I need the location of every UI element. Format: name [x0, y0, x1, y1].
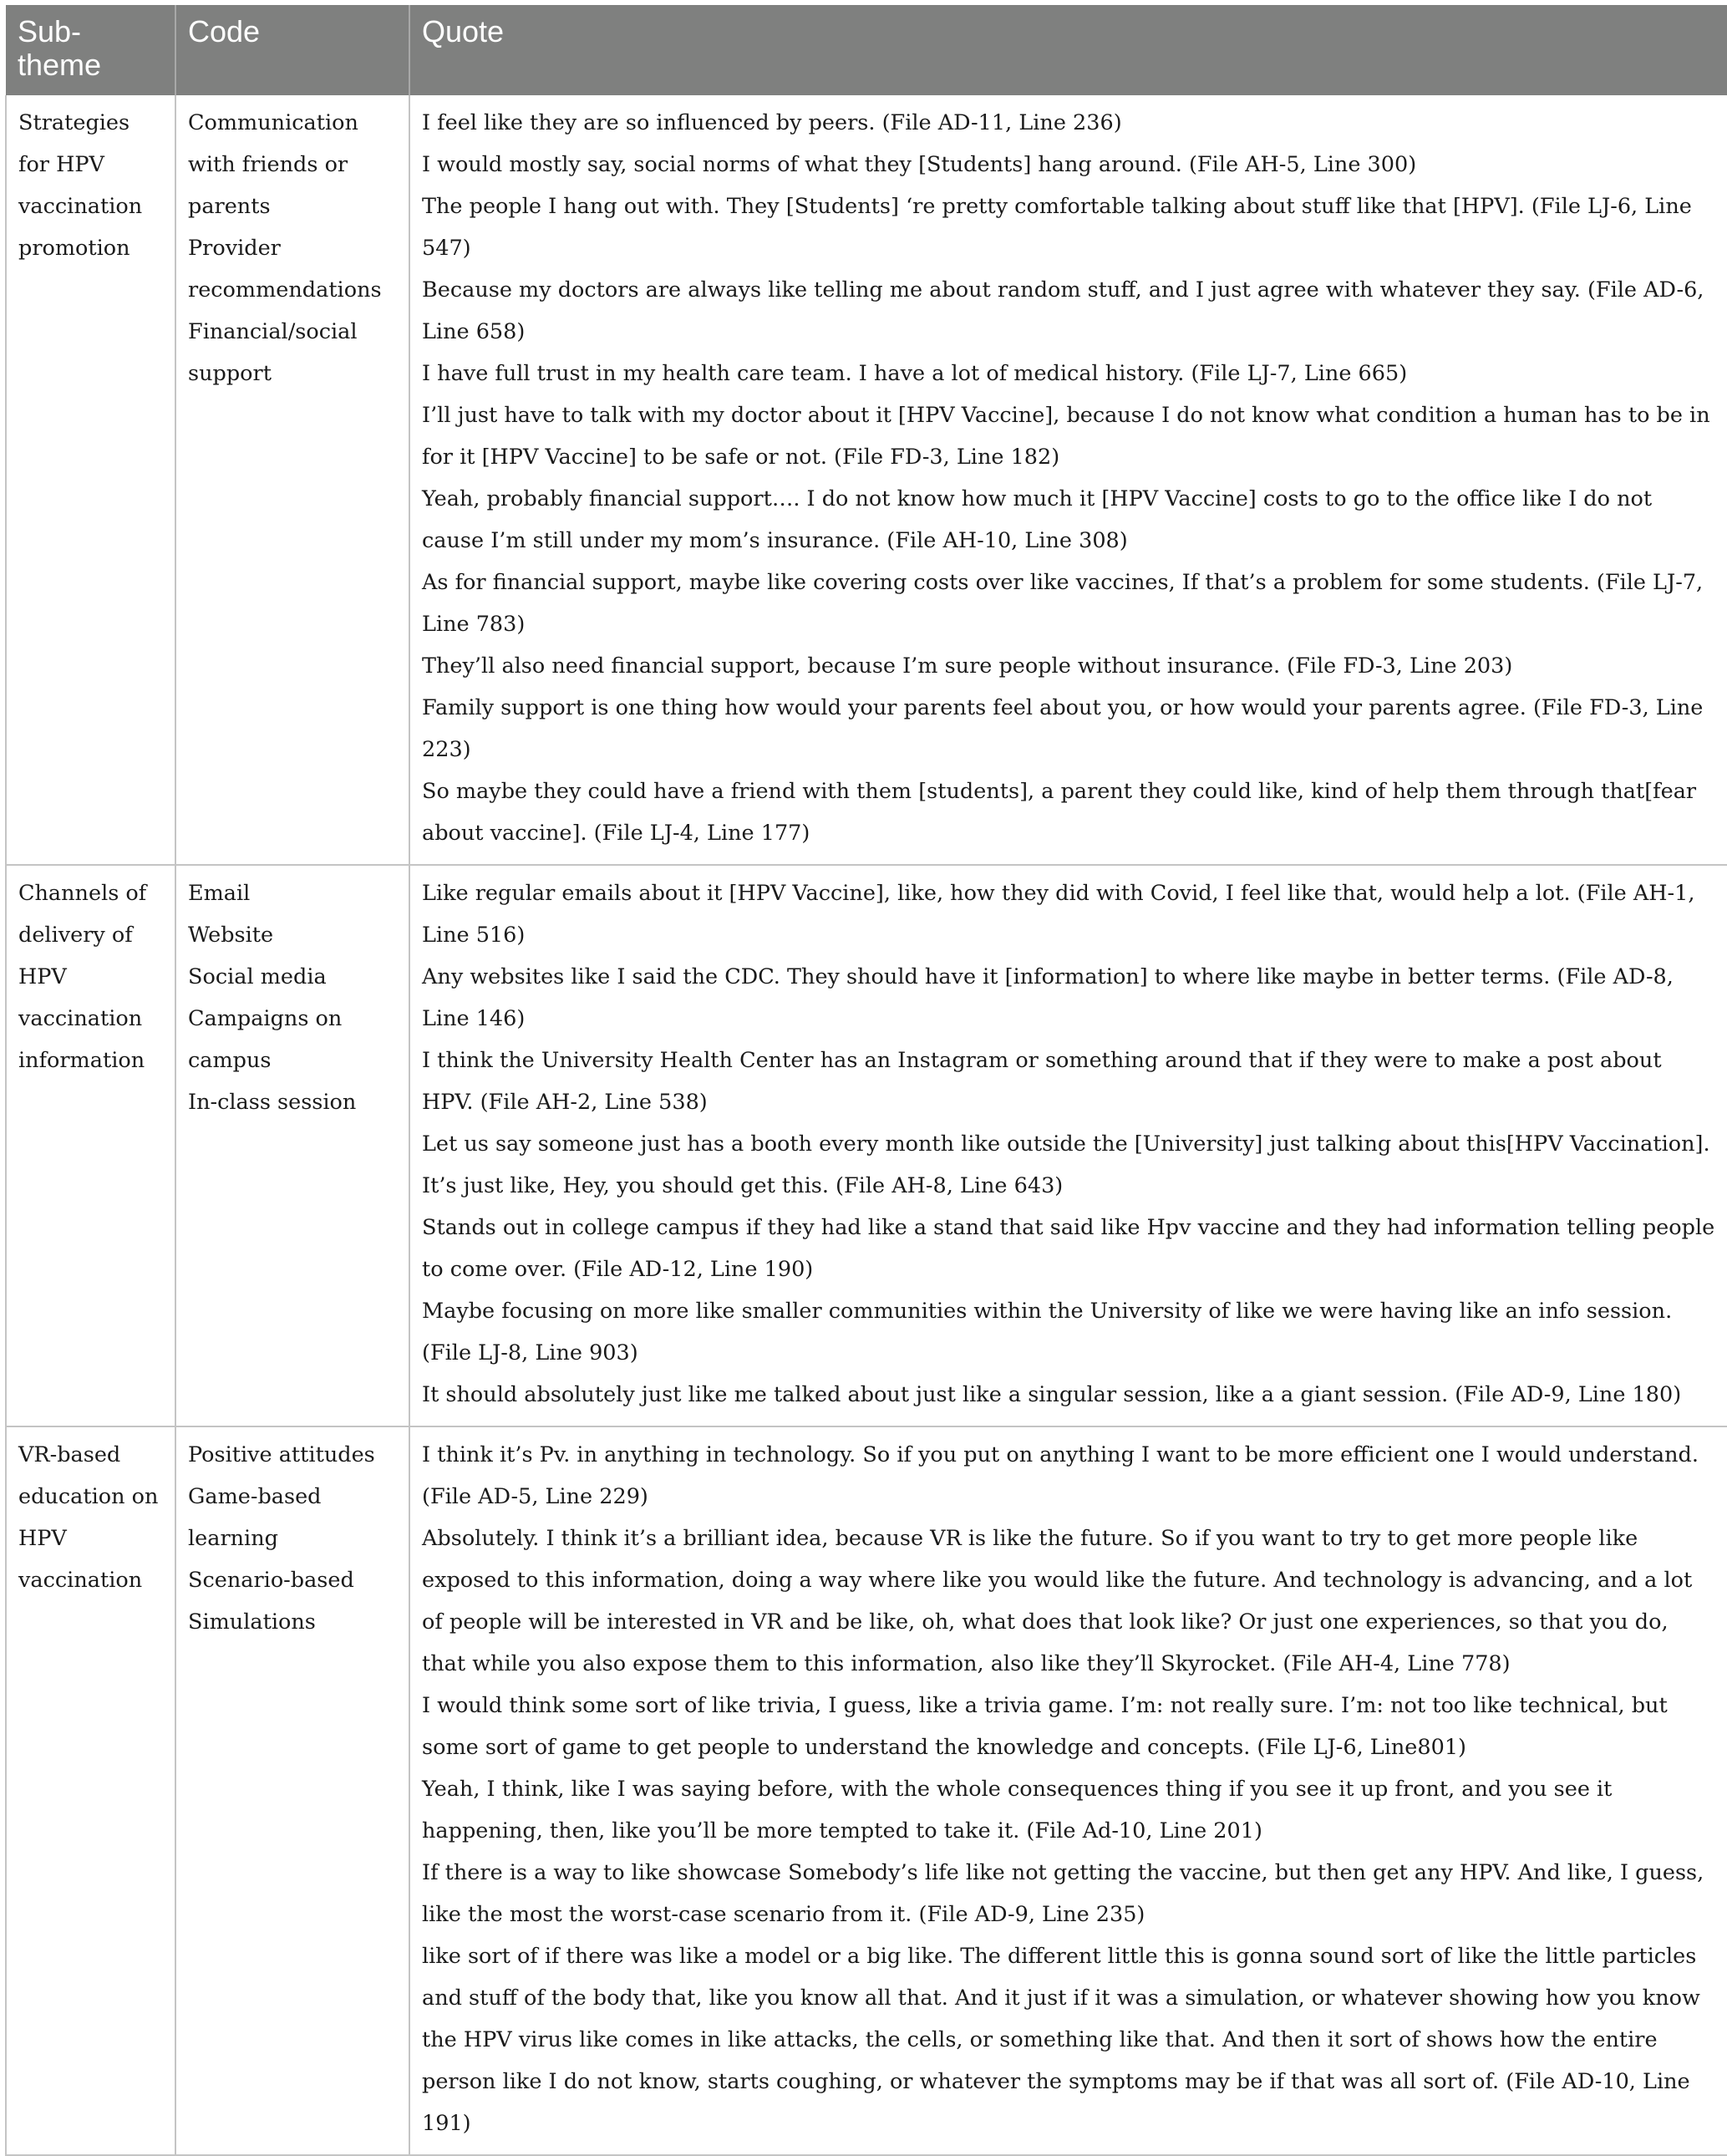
- subtheme-cell: Strategies for HPV vaccination promotion: [6, 95, 175, 865]
- quote-item: Maybe focusing on more like smaller communities within the University of like we were having like an info session. (File LJ-8, Line 903): [422, 1299, 1673, 1365]
- header-row: [6, 5, 1727, 95]
- code-item: Email: [188, 881, 251, 906]
- quote-item: As for financial support, maybe like covering costs over like vaccines, If that’s a problem for some students. (File LJ-7, Line 783): [422, 570, 1704, 637]
- quote-item: Absolutely. I think it’s a brilliant idea, because VR is like the future. So if you want to try to get more people like exposed to this information, doing a way where like you would like the future. And technology is advancing, and a lot of people will be interested in VR and be like, oh, what does that look like? Or just one experiences, so that you do, that while you also expose them to this information, also like they’ll Skyrocket. (File AH-4, Line 778): [422, 1526, 1693, 1676]
- quote-table: [5, 5, 1727, 2156]
- quote-table-container: [5, 5, 1727, 2156]
- quote-item: I think it’s Pv. in anything in technology. So if you put on anything I want to be more efficient one I would understand. (File AD-5, Line 229): [422, 1442, 1699, 1509]
- quote-item: It should absolutely just like me talked about just like a singular session, like a a giant session. (File AD-9, Line 180): [422, 1382, 1682, 1407]
- quote-item: I think the University Health Center has an Instagram or something around that if they were to make a post about HPV. (File AH-2, Line 538): [422, 1048, 1662, 1115]
- header-subtheme: Sub-theme: [6, 5, 175, 95]
- quote-item: They’ll also need financial support, because I’m sure people without insurance. (File FD-3, Line 203): [422, 653, 1513, 679]
- code-item: Game-based learning: [188, 1484, 322, 1551]
- table-header: [6, 5, 1727, 95]
- table-row: [6, 95, 1727, 865]
- code-item: Social media: [188, 964, 327, 989]
- quote-item: I feel like they are so influenced by peers. (File AD-11, Line 236): [422, 110, 1122, 135]
- quote-item: The people I hang out with. They [Students] ‘re pretty comfortable talking about stuff like that [HPV]. (File LJ-6, Line 547): [422, 194, 1692, 261]
- code-cell: [175, 95, 409, 865]
- quote-cell: [409, 95, 1727, 865]
- code-item: Website: [188, 923, 274, 948]
- quote-item: like sort of if there was like a model or a big like. The different little this is gonna sound sort of like the little particles and stuff of the body that, like you know all that. And it just if it was a simulation, or whatever showing how you know the HPV virus like comes in like attacks, the cells, or something like that. And then it sort of shows how the entire person like I do not know, starts coughing, or whatever the symptoms may be if that was all sort of. (File AD-10, Line 191): [422, 1944, 1700, 2136]
- table-row: [6, 1426, 1727, 2155]
- quote-item: Any websites like I said the CDC. They should have it [information] to where like maybe in better terms. (File AD-8, Line 146): [422, 964, 1674, 1031]
- code-item: Simulations: [188, 1609, 316, 1635]
- quote-item: Stands out in college campus if they had like a stand that said like Hpv vaccine and they had information telling people to come over. (File AD-12, Line 190): [422, 1215, 1715, 1282]
- quote-item: Because my doctors are always like telling me about random stuff, and I just agree with whatever they say. (File AD-6, Line 658): [422, 277, 1704, 344]
- quote-item: So maybe they could have a friend with them [students], a parent they could like, kind of help them through that[fear about vaccine]. (File LJ-4, Line 177): [422, 779, 1697, 846]
- subtheme-cell: VR-based education on HPV vaccination: [6, 1426, 175, 2155]
- code-item: Positive attitudes: [188, 1442, 375, 1467]
- quote-item: I would think some sort of like trivia, I guess, like a trivia game. I’m: not really sure. I’m: not too like technical, but some sort of game to get people to understand the knowledge and concepts. (File LJ-6, Line801): [422, 1693, 1668, 1760]
- quote-cell: [409, 865, 1727, 1426]
- code-cell: [175, 1426, 409, 2155]
- subtheme-cell: Channels of delivery of HPV vaccination information: [6, 865, 175, 1426]
- quote-item: Like regular emails about it [HPV Vaccine], like, how they did with Covid, I feel like that, would help a lot. (File AH-1, Line 516): [422, 881, 1695, 948]
- code-item: Communication with friends or parents: [188, 110, 358, 219]
- table-row: [6, 865, 1727, 1426]
- quote-item: I have full trust in my health care team. I have a lot of medical history. (File LJ-7, Line 665): [422, 361, 1408, 386]
- quote-item: Family support is one thing how would your parents feel about you, or how would your parents agree. (File FD-3, Line 223): [422, 695, 1704, 762]
- quote-cell: [409, 1426, 1727, 2155]
- quote-item: Yeah, probably financial support…. I do not know how much it [HPV Vaccine] costs to go to the office like I do not cause I’m still under my mom’s insurance. (File AH-10, Line 308): [422, 486, 1653, 553]
- code-cell: [175, 865, 409, 1426]
- quote-item: If there is a way to like showcase Somebody’s life like not getting the vaccine, but then get any HPV. And like, I guess, like the most the worst-case scenario from it. (File AD-9, Line 235): [422, 1860, 1704, 1927]
- quote-item: Let us say someone just has a booth every month like outside the [University] just talking about this[HPV Vaccination]. It’s just like, Hey, you should get this. (File AH-8, Line 643): [422, 1131, 1710, 1198]
- header-code: Code: [175, 5, 409, 95]
- header-quote: Quote: [409, 5, 1727, 95]
- code-item: In-class session: [188, 1090, 357, 1115]
- code-item: Provider recommendations: [188, 236, 382, 303]
- quote-item: I’ll just have to talk with my doctor about it [HPV Vaccine], because I do not know what condition a human has to be in for it [HPV Vaccine] to be safe or not. (File FD-3, Line 182): [422, 403, 1710, 470]
- code-item: Scenario-based: [188, 1568, 354, 1593]
- quote-item: I would mostly say, social norms of what they [Students] hang around. (File AH-5, Line 300): [422, 152, 1417, 177]
- code-item: Campaigns on campus: [188, 1006, 343, 1073]
- table-body: [6, 95, 1727, 2155]
- quote-item: Yeah, I think, like I was saying before, with the whole consequences thing if you see it up front, and you see it happening, then, like you’ll be more tempted to take it. (File Ad-10, Line 201): [422, 1777, 1613, 1843]
- code-item: Financial/social support: [188, 319, 358, 386]
